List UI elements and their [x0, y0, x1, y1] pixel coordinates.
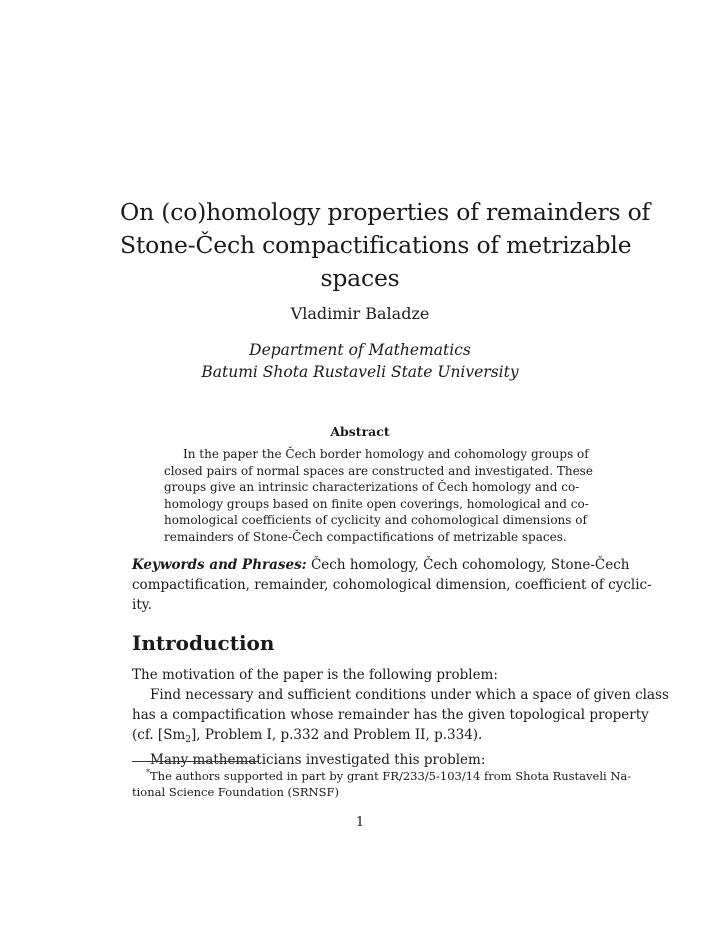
body-line	[132, 725, 588, 750]
abstract-line: In the paper the Čech border homology and cohomology groups of	[183, 447, 589, 461]
abstract-heading: Abstract	[330, 424, 390, 439]
keywords-text: Čech homology, Čech cohomology, Stone-Čech	[310, 557, 630, 573]
body-line: Many mathematicians investigated this problem:	[150, 752, 486, 768]
author-name: Vladimir Baladze	[290, 304, 430, 323]
university: Batumi Shota Rustaveli State University	[201, 363, 519, 381]
keywords-block	[132, 555, 652, 615]
body-line: The motivation of the paper is the following problem:	[132, 667, 498, 683]
citation-prefix: (cf. [Sm	[132, 727, 186, 743]
abstract-line: groups give an intrinsic characterizations of Čech homology and co-	[164, 480, 580, 494]
title-line: On (co)homology properties of remainders of	[120, 198, 651, 226]
footnote-line: tional Science Foundation (SRNSF)	[132, 784, 339, 799]
affiliation	[0, 339, 720, 383]
footnote-line	[132, 765, 632, 784]
body-line: has a compactification whose remainder has the given topological property	[132, 707, 649, 723]
body-text	[132, 665, 669, 770]
department: Department of Mathematics	[249, 341, 471, 359]
keywords-line: ity.	[132, 597, 152, 613]
title-line: spaces	[320, 264, 400, 292]
citation-subscript: 2	[185, 735, 191, 745]
footnote-rule	[132, 761, 258, 762]
section-heading: Introduction	[132, 631, 275, 655]
footnote	[132, 765, 632, 800]
keywords-line	[132, 555, 630, 575]
abstract-line: homological coefficients of cyclicity and cohomological dimensions of	[164, 513, 587, 527]
abstract-line: closed pairs of normal spaces are constructed and investigated. These	[164, 463, 593, 478]
page-number: 1	[355, 815, 365, 830]
keywords-line: compactification, remainder, cohomological dimension, coefficient of cyclic-	[132, 577, 652, 593]
title-line: Stone-Čech compactifications of metrizable	[120, 231, 632, 259]
body-line: Find necessary and sufficient conditions under which a space of given class	[150, 687, 669, 703]
citation-suffix: ], Problem I, p.332 and Problem II, p.334).	[190, 727, 483, 743]
keywords-label: Keywords and Phrases:	[132, 557, 307, 573]
paper-title	[120, 196, 651, 295]
abstract-line: homology groups based on finite open coverings, homological and co-	[164, 496, 589, 511]
footnote-text: The authors supported in part by grant FR/233/5-103/14 from Shota Rustaveli Na-	[150, 768, 632, 783]
abstract-line: remainders of Stone-Čech compactifications of metrizable spaces.	[164, 529, 567, 544]
footnote-marker: *	[146, 768, 150, 777]
abstract-body	[164, 446, 593, 545]
